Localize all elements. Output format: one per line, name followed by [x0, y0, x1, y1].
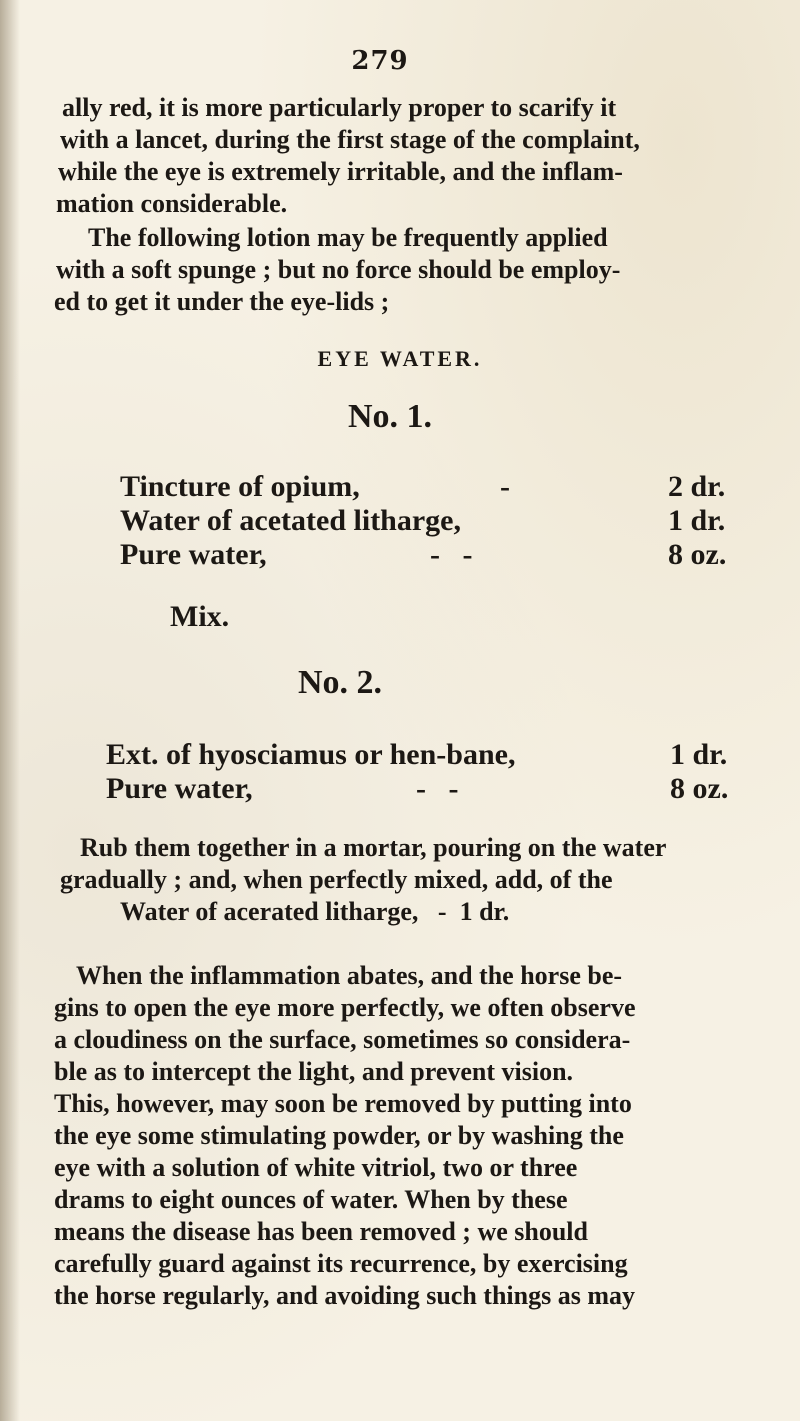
paragraph-1-line-2: with a lancet, during the first stage of the complaint, — [60, 125, 640, 154]
recipe-1-ingredient-1 — [120, 470, 726, 504]
recipe-1-ingredient-2 — [120, 504, 726, 538]
paragraph-4-line-7: eye with a solution of white vitriol, two or three — [54, 1153, 578, 1182]
ingredient-quantity: 8 oz. — [670, 772, 729, 805]
paragraph-2-line-1: The following lotion may be frequently applied — [88, 223, 608, 252]
page-binding-shadow — [0, 0, 20, 1421]
paragraph-4-line-8: drams to eight ounces of water. When by these — [54, 1185, 568, 1214]
ingredient-quantity: 8 oz. — [668, 538, 727, 571]
ingredient-name: Ext. of hyosciamus or hen-bane, — [106, 738, 516, 771]
paragraph-4-line-9: means the disease has been removed ; we should — [54, 1217, 588, 1246]
paragraph-2-line-2: with a soft spunge ; but no force should be employ- — [56, 255, 621, 284]
paragraph-4-line-5: This, however, may soon be removed by putting into — [54, 1089, 632, 1118]
ingredient-quantity: 1 dr. — [670, 738, 728, 771]
ingredient-dash: - — [500, 470, 510, 503]
recipe-2-ingredient-1 — [106, 738, 728, 772]
page-number: 279 — [351, 46, 409, 76]
section-heading: EYE WATER. — [317, 346, 483, 371]
ingredient-dash: - - — [416, 772, 459, 805]
paragraph-1-line-3: while the eye is extremely irritable, and the inflam- — [58, 157, 623, 186]
paragraph-4-line-4: ble as to intercept the light, and prevent vision. — [54, 1057, 574, 1086]
paragraph-3-line-3: Water of acerated litharge, - 1 dr. — [120, 897, 510, 926]
ingredient-quantity: 2 dr. — [668, 470, 726, 503]
paragraph-1-line-1: ally red, it is more particularly proper to scarify it — [62, 93, 617, 122]
paragraph-4-line-3: a cloudiness on the surface, sometimes so considera- — [54, 1025, 631, 1054]
paragraph-4-line-2: gins to open the eye more perfectly, we often observe — [54, 993, 636, 1022]
paragraph-4-line-6: the eye some stimulating powder, or by washing the — [54, 1121, 624, 1150]
ingredient-name: Pure water, — [120, 538, 267, 571]
paragraph-3-line-1: Rub them together in a mortar, pouring on the water — [80, 833, 667, 862]
paragraph-1-line-4: mation considerable. — [56, 189, 288, 218]
recipe-2-label: No. 2. — [297, 664, 383, 701]
recipe-1-ingredient-3 — [120, 538, 727, 572]
paragraph-3-line-2: gradually ; and, when perfectly mixed, add, of the — [60, 865, 613, 894]
ingredient-dash: - - — [430, 538, 473, 571]
ingredient-name: Water of acetated litharge, — [120, 504, 462, 537]
paragraph-4-line-1: When the inflammation abates, and the horse be- — [76, 961, 623, 990]
recipe-2-ingredient-2 — [106, 772, 729, 806]
recipe-1-instruction: Mix. — [170, 600, 230, 633]
paragraph-4-line-11: the horse regularly, and avoiding such things as may — [54, 1281, 636, 1310]
paragraph-4-line-10: carefully guard against its recurrence, by exercising — [54, 1249, 628, 1278]
ingredient-name: Pure water, — [106, 772, 253, 805]
ingredient-name: Tincture of opium, — [120, 470, 360, 503]
paragraph-2-line-3: ed to get it under the eye-lids ; — [54, 287, 390, 316]
recipe-1-label: No. 1. — [347, 398, 433, 435]
ingredient-quantity: 1 dr. — [668, 504, 726, 537]
